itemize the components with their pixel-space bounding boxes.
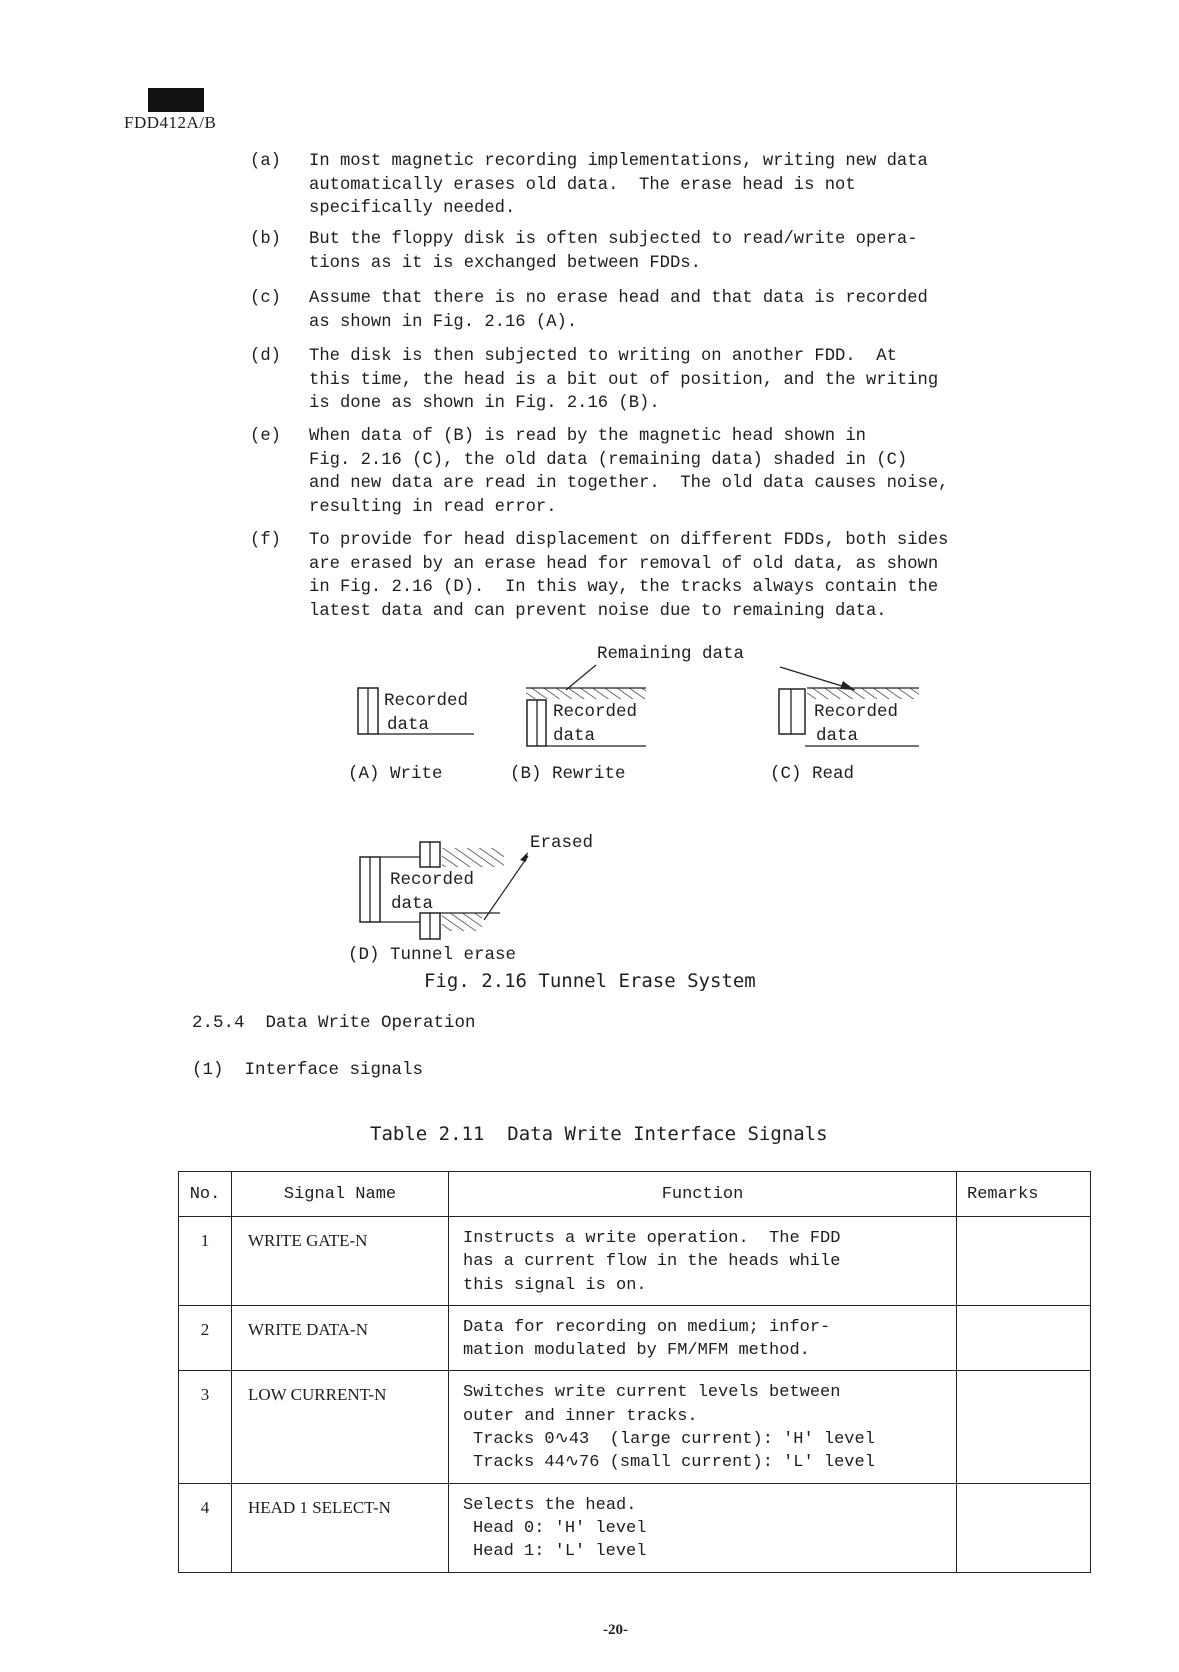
item-label: (c) [250, 289, 281, 308]
signal-table [178, 1171, 1091, 1573]
data-label: data [391, 894, 434, 914]
row-function: Data for recording on medium; infor- mation modulated by FM/MFM method. [449, 1305, 957, 1371]
document-id: FDD412A/B [124, 113, 217, 132]
item-text: To provide for head displacement on different FDDs, both sides are erased by an erase head for removal of old data, as shown in Fig. 2.16 (D). In this way, the tracks always contain the latest data and can prevent noise due to remaining data. [309, 531, 949, 621]
diagram-b-rewrite [526, 688, 646, 746]
row-no: 1 [179, 1217, 232, 1306]
header-no: No. [179, 1172, 232, 1217]
remaining-arrow-line [780, 667, 855, 690]
table-row [179, 1217, 1091, 1306]
caption-d-tunnel-erase: (D) Tunnel erase [348, 945, 517, 965]
section-heading: 2.5.4 Data Write Operation [192, 1013, 476, 1033]
diagram-a-write [358, 688, 474, 735]
recorded-label: Recorded [384, 691, 469, 711]
remaining-data-label: Remaining data [597, 644, 745, 664]
item-text: In most magnetic recording implementations, writing new data automatically erases old data. The erase head is not specifically needed. [309, 152, 928, 218]
remaining-pointer-line [566, 665, 596, 690]
erased-arrowhead [520, 852, 528, 862]
erased-label: Erased [530, 833, 594, 853]
data-label: data [553, 726, 596, 746]
data-label: data [387, 715, 430, 735]
row-function: Switches write current levels between outer and inner tracks. Tracks 0∿43 (large current): 'H' level Tracks 44∿76 (small current): 'L' level [449, 1371, 957, 1483]
figure-title: Fig. 2.16 Tunnel Erase System [424, 970, 756, 992]
diagram-c-read [779, 688, 919, 746]
row-no: 3 [179, 1371, 232, 1483]
item-text: Assume that there is no erase head and that data is recorded as shown in Fig. 2.16 (A). [309, 289, 928, 332]
row-function: Instructs a write operation. The FDD has a current flow in the heads while this signal is on. [449, 1217, 957, 1306]
row-remarks [957, 1371, 1091, 1483]
item-text: When data of (B) is read by the magnetic head shown in Fig. 2.16 (C), the old data (remaining data) shaded in (C) and new data are read in together. The old data causes noise, resulting in read error. [309, 427, 949, 517]
header-remarks: Remarks [957, 1172, 1091, 1217]
page-number: -20- [603, 1622, 628, 1638]
item-label: (b) [250, 230, 281, 249]
row-remarks [957, 1217, 1091, 1306]
item-text: The disk is then subjected to writing on another FDD. At this time, the head is a bit out of position, and the writing is done as shown in Fig. 2.16 (B). [309, 347, 939, 413]
data-label: data [816, 726, 859, 746]
item-label: (d) [250, 347, 281, 366]
row-signal: HEAD 1 SELECT-N [232, 1483, 449, 1572]
caption-a-write: (A) Write [348, 764, 443, 784]
row-signal: WRITE GATE-N [232, 1217, 449, 1306]
item-label: (a) [250, 152, 281, 171]
table-row [179, 1305, 1091, 1371]
table-row [179, 1371, 1091, 1483]
item-label: (f) [250, 531, 281, 550]
remaining-arrowhead [840, 681, 855, 690]
row-signal: WRITE DATA-N [232, 1305, 449, 1371]
subsection-heading: (1) Interface signals [192, 1060, 424, 1080]
row-remarks [957, 1483, 1091, 1572]
diagram-d-tunnel-erase [360, 842, 528, 939]
table-title: Table 2.11 Data Write Interface Signals [370, 1123, 828, 1145]
row-remarks [957, 1305, 1091, 1371]
header-function: Function [449, 1172, 957, 1217]
table-row [179, 1483, 1091, 1572]
row-no: 4 [179, 1483, 232, 1572]
item-text: But the floppy disk is often subjected to read/write opera- tions as it is exchanged between FDDs. [309, 230, 918, 273]
recorded-label: Recorded [390, 870, 475, 890]
recorded-label: Recorded [553, 702, 638, 722]
row-signal: LOW CURRENT-N [232, 1371, 449, 1483]
row-no: 2 [179, 1305, 232, 1371]
caption-c-read: (C) Read [770, 764, 855, 784]
header-signal-name: Signal Name [232, 1172, 449, 1217]
row-function: Selects the head. Head 0: 'H' level Head 1: 'L' level [449, 1483, 957, 1572]
table-header-row [179, 1172, 1091, 1217]
page-tab-marker [148, 88, 204, 112]
item-label: (e) [250, 427, 281, 446]
recorded-label: Recorded [814, 702, 899, 722]
caption-b-rewrite: (B) Rewrite [510, 764, 626, 784]
